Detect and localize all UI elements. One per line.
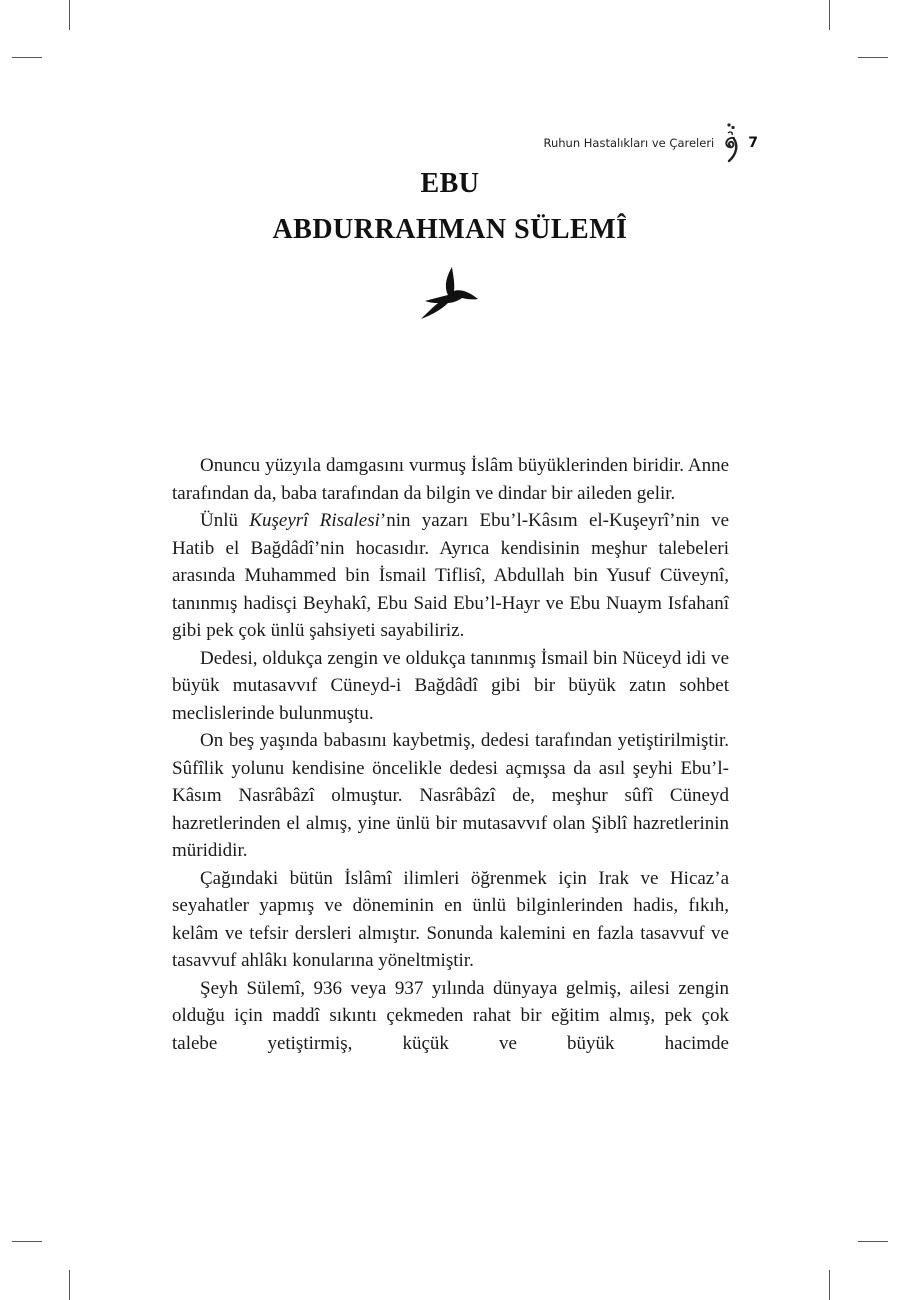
crop-mark-right-bottom bbox=[858, 1241, 888, 1242]
crop-mark-left-bottom bbox=[12, 1241, 42, 1242]
crop-mark-top-left bbox=[69, 0, 70, 30]
page-number: 7 bbox=[748, 135, 758, 151]
book-title-italic: Kuşeyrî Risalesi bbox=[249, 510, 380, 531]
crop-mark-bottom-right bbox=[829, 1270, 830, 1300]
paragraph-2-prefix: Ünlü bbox=[200, 510, 250, 531]
crop-mark-right-top bbox=[858, 57, 888, 58]
paragraph-4: On beş yaşında babasını kaybetmiş, dedesi tarafından yetiştirilmiştir. Sûfîlik yolunu kendisine öncelikle dedesi açmışsa da asıl şeyhi Ebu’l-Kâsım Nasrâbâzî olmuştur. Nasrâbâzî de, meşhur sûfî Cüneyd hazretlerinden el almış, yine ünlü bir mutasavvıf olan Şiblî hazretlerinin mürididir. bbox=[172, 730, 729, 861]
calligraphic-waw-ornament-icon bbox=[720, 121, 742, 165]
running-head-title: Ruhun Hastalıkları ve Çareleri bbox=[543, 136, 715, 150]
running-head bbox=[543, 121, 758, 165]
crop-mark-bottom-left bbox=[69, 1270, 70, 1300]
paragraph-1: Onuncu yüzyıla damgasını vurmuş İslâm büyüklerinden biridir. Anne tarafından da, baba tarafından da bilgin ve dindar bir aileden gelir. bbox=[172, 455, 729, 504]
body-text bbox=[172, 452, 729, 1057]
paragraph-2 bbox=[172, 507, 729, 645]
paragraph-5: Çağındaki bütün İslâmî ilimleri öğrenmek için Irak ve Hicaz’a seyahatler yapmış ve döneminin en ünlü bilginlerinden hadis, fıkıh, kelâm ve tefsir dersleri almıştır. Sonunda kalemini en fazla tasavvuf ve tasavvuf ahlâkı konularına yöneltmiştir. bbox=[172, 867, 729, 971]
crop-mark-top-right bbox=[829, 0, 830, 30]
paragraph-6: Şeyh Sülemî, 936 veya 937 yılında dünyaya gelmiş, ailesi zengin olduğu için maddî sıkıntı çekmeden rahat bir eğitim almış, pek çok talebe yetiştirmiş, küçük ve büyük hacimde bbox=[172, 977, 729, 1054]
flying-bird-icon bbox=[418, 265, 482, 321]
paragraph-2-rest: ’nin yazarı Ebu’l-Kâsım el-Kuşeyrî’nin ve Hatib el Bağdâdî’nin hocasıdır. Ayrıca kendisinin meşhur talebeleri arasında Muhammed bin İsmail Tiflisî, Abdullah bin Yusuf Cüveynî, tanınmış hadisçi Beyhakî, Ebu Said Ebu’l-Hayr ve Ebu Nuaym Isfahanî gibi pek çok ünlü şahsiyeti sayabiliriz. bbox=[172, 510, 729, 641]
chapter-title-line-2: ABDURRAHMAN SÜLEMÎ bbox=[272, 214, 628, 245]
crop-mark-left-top bbox=[12, 57, 42, 58]
chapter-title-line-1: EBU bbox=[420, 168, 480, 199]
paragraph-3: Dedesi, oldukça zengin ve oldukça tanınmış İsmail bin Nüceyd idi ve büyük mutasavvıf Cüneyd-i Bağdâdî gibi bir büyük zatın sohbet meclislerinde bulunmuştu. bbox=[172, 647, 729, 724]
